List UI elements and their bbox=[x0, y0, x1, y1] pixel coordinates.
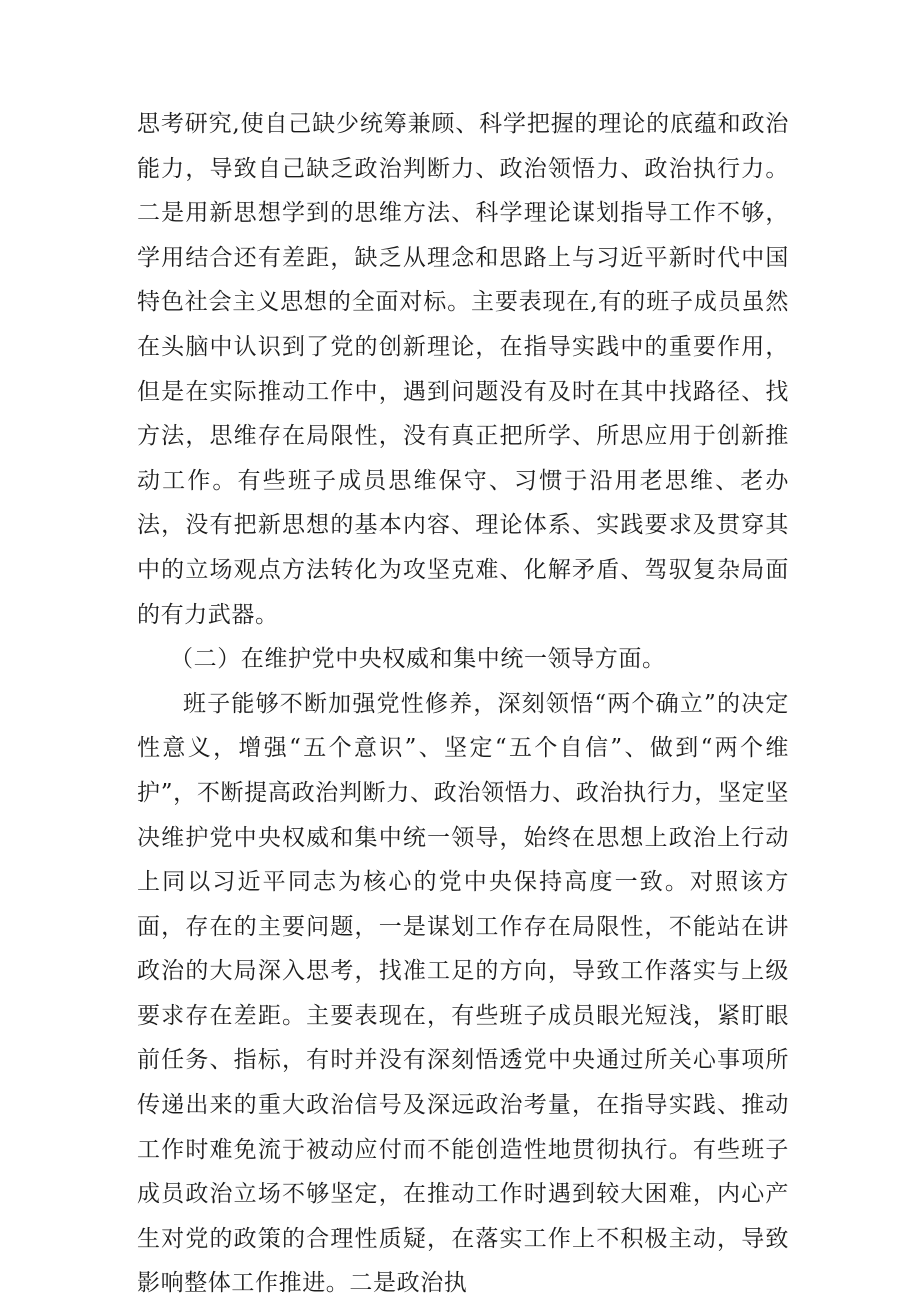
paragraph-main: 班子能够不断加强党性修养，深刻领悟“两个确立”的决定性意义，增强“五个意识”、坚定“五个自信”、做到“两个维护”，不断提高政治判断力、政治领悟力、政治执行力，坚定坚决维护党中央权威和集中统一领导，始终在思想上政治上行动上同以习近平同志为核心的党中央保持高度一致。对照该方面，存在的主要问题，一是谋划工作存在局限性，不能站在讲政治的大局深入思考，找准工足的方向，导致工作落实与上级要求存在差距。主要表现在，有些班子成员眼光短浅，紧盯眼前任务、指标，有时并没有深刻悟透党中央通过所关心事项所传递出来的重大政治信号及深远政治考量，在指导实践、推动工作时难免流于被动应付而不能创造性地贯彻执行。有些班子成员政治立场不够坚定，在推动工作时遇到较大困难，内心产生对党的政策的合理性质疑，在落实工作上不积极主动，导致影响整体工作推进。二是政治执 bbox=[137, 690, 789, 1297]
document-body bbox=[137, 102, 789, 1306]
paragraph-continued: 思考研究,使自己缺少统筹兼顾、科学把握的理论的底蕴和政治能力，导致自己缺乏政治判断力、政治领悟力、政治执行力。二是用新思想学到的思维方法、科学理论谋划指导工作不够，学用结合还有差距，缺乏从理念和思路上与习近平新时代中国特色社会主义思想的全面对标。主要表现在,有的班子成员虽然在头脑中认识到了党的创新理论，在指导实践中的重要作用，但是在实际推动工作中，遇到问题没有及时在其中找路径、找方法，思维存在局限性，没有真正把所学、所思应用于创新推动工作。有些班子成员思维保守、习惯于沿用老思维、老办法，没有把新思想的基本内容、理论体系、实践要求及贯穿其中的立场观点方法转化为攻坚克难、化解矛盾、驾驭复杂局面的有力武器。 bbox=[137, 111, 789, 628]
section-heading: （二）在维护党中央权威和集中统一领导方面。 bbox=[170, 646, 666, 673]
